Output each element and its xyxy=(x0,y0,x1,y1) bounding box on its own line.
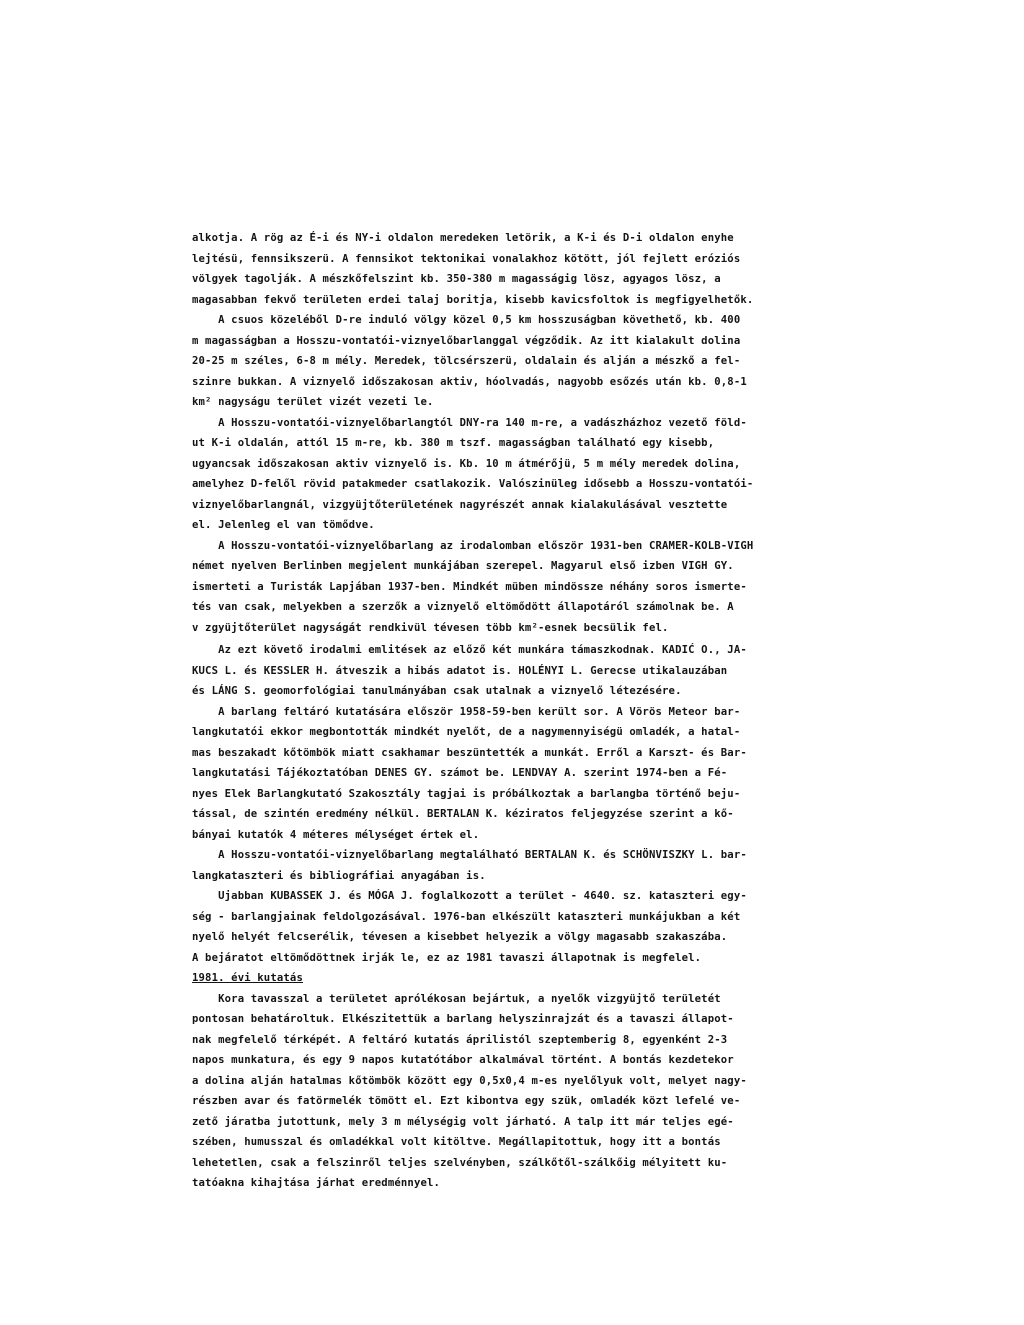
text-line: ismerteti a Turisták Lapjában 1937-ben. Mindkét müben mindössze néhány soros ismerte- xyxy=(192,580,747,593)
text-line: szinre bukkan. A viznyelő időszakosan aktiv, hóolvadás, nagyobb esőzés után kb. 0,8-1 xyxy=(192,375,747,388)
text-line: ugyancsak időszakosan aktiv viznyelő is. Kb. 10 m átmérőjü, 5 m mély meredek dolina, xyxy=(192,457,741,470)
text-line: tással, de szintén eredmény nélkül. BERTALAN K. kéziratos feljegyzése szerint a kő- xyxy=(192,808,734,820)
text-line: v zgyüjtőterület nagyságát rendkivül tévesen több km²-esnek becsülik fel. xyxy=(192,621,669,634)
text-line: Az ezt követő irodalmi emlitések az előző két munkára támaszkodnak. KADIĆ O., JA- xyxy=(192,644,747,656)
text-line: langkutatói ekkor megbontották mindkét nyelőt, de a nagymennyiségü omladék, a hatal- xyxy=(192,726,741,738)
paragraph xyxy=(192,989,842,1194)
text-line: völgyek tagolják. A mészkőfelszint kb. 350-380 m magasságig lösz, agyagos lösz, a xyxy=(192,273,721,285)
text-line: nak megfelelő térképét. A feltáró kutatás áprilistól szeptemberig 8, egyenként 2-3 xyxy=(192,1033,728,1046)
text-line: KUCS L. és KESSLER H. átveszik a hibás adatot is. HOLÉNYI L. Gerecse utikalauzában xyxy=(192,664,728,677)
text-line: lejtésü, fennsikszerü. A fennsikot tektonikai vonalakhoz kötött, jól fejlett eróziós xyxy=(192,252,741,265)
text-line: magasabban fekvő területen erdei talaj boritja, kisebb kavicsfoltok is megfigyelhetők. xyxy=(192,293,754,306)
text-line: 20-25 m széles, 6-8 m mély. Meredek, tölcsérszerü, oldalain és alján a mészkő a fel- xyxy=(192,355,741,367)
text-line: zető járatba jutottunk, mely 3 m mélységig volt járható. A talp itt már teljes egé- xyxy=(192,1115,734,1128)
text-line: a dolina alján hatalmas kőtömbök között egy 0,5x0,4 m-es nyelőlyuk volt, melyet nagy- xyxy=(192,1074,747,1087)
text-line: el. Jelenleg el van tömődve. xyxy=(192,519,375,531)
text-line: viznyelőbarlangnál, vizgyüjtőterületének nagyrészét annak kialakulásával vesztette xyxy=(192,498,728,511)
text-line: pontosan behatároltuk. Elkészitettük a barlang helyszinrajzát és a tavaszi állapot- xyxy=(192,1013,734,1025)
paragraph xyxy=(192,228,842,310)
text-line: langkutatási Tájékoztatóban DENES GY. számot be. LENDVAY A. szerint 1974-ben a Fé- xyxy=(192,767,728,779)
text-line: A bejáratot eltömődöttnek irják le, ez az 1981 tavaszi állapotnak is megfelel. xyxy=(192,951,702,964)
text-line: m magasságban a Hosszu-vontatói-viznyelőbarlanggal végződik. Az itt kialakult dolina xyxy=(192,334,741,347)
text-line: A csuos közeléből D-re induló völgy közel 0,5 km hosszuságban követhető, kb. 400 xyxy=(192,314,741,326)
text-line: alkotja. A rög az É-i és NY-i oldalon meredeken letörik, a K-i és D-i oldalon enyhe xyxy=(192,232,734,244)
text-line: km² nagyságu terület vizét vezeti le. xyxy=(192,396,434,408)
paragraph xyxy=(192,640,842,702)
text-line: tatóakna kihajtása járhat eredménnyel. xyxy=(192,1177,441,1189)
text-line: langkataszteri és bibliográfiai anyagában is. xyxy=(192,869,486,882)
text-line: napos munkatura, és egy 9 napos kutatótábor alkalmával történt. A bontás kezdetekor xyxy=(192,1054,734,1066)
text-line: ség - barlangjainak feldolgozásával. 1976-ban elkészült kataszteri munkájukban a két xyxy=(192,910,741,923)
text-line: ut K-i oldalán, attól 15 m-re, kb. 380 m tszf. magasságban található egy kisebb, xyxy=(192,437,715,449)
text-line: nyelő helyét felcserélik, tévesen a kisebbet helyezik a völgy magasabb szakaszába. xyxy=(192,931,728,943)
body-text xyxy=(192,228,842,1194)
text-line: tés van csak, melyekben a szerzők a viznyelő eltömődött állapotáról számolnak be. A xyxy=(192,601,734,613)
text-line: részben avar és fatörmelék tömött el. Ezt kibontva egy szük, omladék közt lefelé ve- xyxy=(192,1095,741,1107)
paragraph xyxy=(192,886,842,968)
text-line: és LÁNG S. geomorfológiai tanulmányában csak utalnak a viznyelő létezésére. xyxy=(192,685,682,697)
section xyxy=(192,968,842,989)
paragraph xyxy=(192,310,842,413)
section-heading: 1981. évi kutatás xyxy=(192,972,303,984)
text-line: német nyelven Berlinben megjelent munkájában szerepel. Magyarul első izben VIGH GY. xyxy=(192,560,734,572)
paragraph xyxy=(192,536,842,639)
text-line: A Hosszu-vontatói-viznyelőbarlangtól DNY-ra 140 m-re, a vadászházhoz vezető föld- xyxy=(192,416,747,429)
text-line: lehetetlen, csak a felszinről teljes szelvényben, szálkőtől-szálkőig mélyitett ku- xyxy=(192,1156,728,1169)
paragraph xyxy=(192,413,842,536)
text-line: mas beszakadt kőtömbök miatt csakhamar beszüntették a munkát. Erről a Karszt- és Bar- xyxy=(192,746,747,759)
text-line: amelyhez D-felől rövid patakmeder csatlakozik. Valószinüleg idősebb a Hosszu-vontatói- xyxy=(192,478,754,490)
text-line: Kora tavasszal a területet aprólékosan bejártuk, a nyelők vizgyüjtő területét xyxy=(192,992,721,1005)
paragraph xyxy=(192,702,842,846)
text-line: nyes Elek Barlangkutató Szakosztály tagjai is próbálkoztak a barlangba történő beju- xyxy=(192,787,741,800)
paragraph xyxy=(192,845,842,886)
text-line: A Hosszu-vontatói-viznyelőbarlang az irodalomban először 1931-ben CRAMER-KOLB-VIGH xyxy=(192,539,754,552)
text-line: A barlang feltáró kutatására először 1958-59-ben került sor. A Vörös Meteor bar- xyxy=(192,705,741,718)
text-line: A Hosszu-vontatói-viznyelőbarlang megtalálható BERTALAN K. és SCHÖNVISZKY L. bar- xyxy=(192,849,747,861)
text-line: Ujabban KUBASSEK J. és MÓGA J. foglalkozott a terület - 4640. sz. kataszteri egy- xyxy=(192,890,747,902)
text-line: szében, humusszal és omladékkal volt kitöltve. Megállapitottuk, hogy itt a bontás xyxy=(192,1136,721,1148)
text-line: bányai kutatók 4 méteres mélységet értek el. xyxy=(192,828,480,841)
